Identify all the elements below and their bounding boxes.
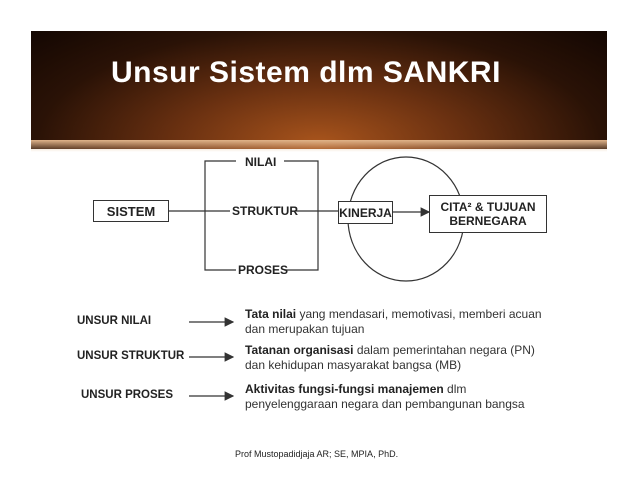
unsur-nilai-text2: dan merupakan tujuan bbox=[245, 322, 365, 336]
tujuan-line2: BERNEGARA bbox=[449, 214, 527, 228]
footer-credit: Prof Mustopadidjaja AR; SE, MPIA, PhD. bbox=[235, 449, 399, 459]
kinerja-box: KINERJA bbox=[338, 201, 393, 224]
unsur-struktur-text1: dalam pemerintahan negara (PN) bbox=[353, 343, 535, 357]
unsur-proses-desc bbox=[245, 382, 525, 412]
unsur-nilai-desc bbox=[245, 307, 542, 337]
unsur-struktur-label: UNSUR STRUKTUR bbox=[77, 350, 185, 362]
unsur-nilai-bold: Tata nilai bbox=[245, 307, 297, 321]
nilai-label: NILAI bbox=[245, 155, 277, 169]
unsur-struktur-desc bbox=[245, 343, 535, 373]
unsur-proses-text1: dlm bbox=[443, 382, 467, 396]
unsur-proses-bold: Aktivitas fungsi-fungsi manajemen bbox=[245, 382, 444, 396]
slide-title: Unsur Sistem dlm SANKRI bbox=[111, 56, 501, 89]
tujuan-box bbox=[429, 195, 547, 233]
struktur-label: STRUKTUR bbox=[232, 204, 298, 218]
unsur-nilai-text1: yang mendasari, memotivasi, memberi acuan bbox=[296, 307, 542, 321]
unsur-proses-label: UNSUR PROSES bbox=[81, 389, 174, 401]
unsur-struktur-bold: Tatanan organisasi bbox=[245, 343, 354, 357]
unsur-proses-text2: penyelenggaraan negara dan pembangunan bangsa bbox=[245, 397, 525, 411]
unsur-struktur-text2: dan kehidupan masyarakat bangsa (MB) bbox=[245, 358, 462, 372]
unsur-nilai-label: UNSUR NILAI bbox=[77, 315, 152, 327]
tujuan-line1: CITA² & TUJUAN bbox=[440, 200, 536, 214]
proses-label: PROSES bbox=[238, 263, 289, 277]
sistem-box: SISTEM bbox=[93, 200, 169, 222]
